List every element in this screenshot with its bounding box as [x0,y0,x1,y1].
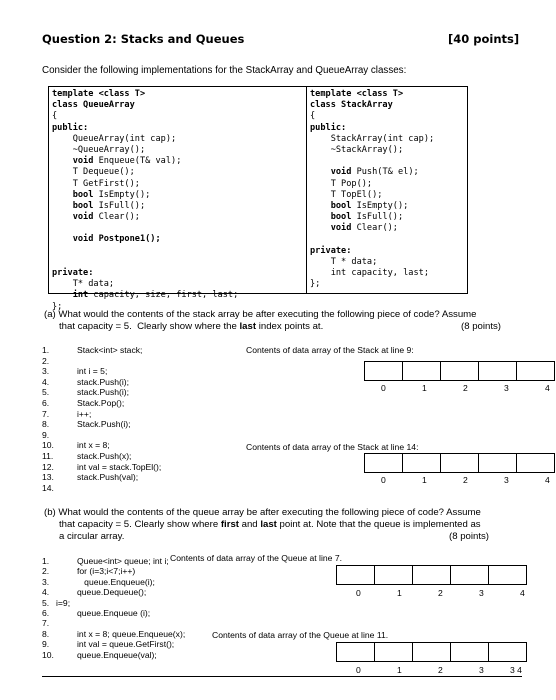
stack-array-line9 [364,361,554,381]
question-points: [40 points] [448,32,520,46]
line-number: 5. [42,387,50,398]
line-number: 9. [42,639,50,650]
code-line: bool IsEmpty(); [72,189,151,200]
array-cell [478,453,517,473]
line-number: 5. [42,597,50,608]
line-number: 1. [42,345,50,355]
code-line: class StackArray [310,100,393,111]
array-cell [374,565,413,585]
line-number: 3. [42,576,50,587]
array-index-label: 3 [479,588,484,598]
array-cell [440,361,479,381]
array-index-label: 4 [545,475,550,485]
part-b-line2: that capacity = 5. Clearly show where first and last point at. Note that the queue is implemented as [59,519,481,530]
code-line: T Dequeue(); [52,167,135,178]
array-cell [374,642,413,662]
listing-code-line: stack.Push(i); [77,387,130,398]
line-number: 10. [42,440,54,451]
line-number: 7. [42,408,50,419]
array-index-label: 3 [504,383,509,393]
code-line: T* data; [52,279,115,290]
array-index-label: 0 [356,665,361,675]
listing-code-line: for (i=3;i<7;i++) [77,566,136,577]
array-index-label: 1 [397,665,402,675]
code-line [52,246,238,257]
part-b-points: (8 points) [449,531,489,542]
code-line: public: [310,122,347,133]
array-index-label: 4 [545,383,550,393]
listing-code-line: int x = 8; queue.Enqueue(x); [77,628,186,639]
line-number: 14. [42,482,54,493]
queue-array-class-code [52,89,238,313]
stack-array-line14 [364,453,554,473]
listing-code-line: stack.Push(val); [77,472,139,483]
array-cell [488,565,527,585]
array-cell [364,361,403,381]
listing-code-line: int val = stack.TopEl(); [77,461,162,472]
code-line [310,234,434,245]
part-a-points: (8 points) [461,321,501,332]
code-line: void Enqueue(T& val); [72,156,182,167]
code-line: T Pop(); [310,178,373,189]
code-line [52,223,238,234]
code-line: bool IsFull(); [72,200,146,211]
queue-array-line7 [336,565,526,585]
array-index-label: 1 [422,383,427,393]
code-line: void Clear(); [72,212,140,223]
code-line: { [310,111,316,122]
array-index-label: 0 [381,475,386,485]
listing-code-line: int val = queue.GetFirst(); [77,639,175,650]
array-index-label: 0 [356,588,361,598]
array-index-label: 3 [479,665,484,675]
array-index-label: 3 [504,475,509,485]
line-number: 12. [42,461,54,472]
listing-code-line: Stack<int> stack; [77,345,143,355]
line-number: 8. [42,419,50,430]
listing-code-line: Queue<int> queue; int i; [77,556,169,566]
line-number: 8. [42,628,50,639]
line-number: 4. [42,587,50,598]
line-number: 9. [42,429,50,440]
queue-array-line11 [336,642,526,662]
intro-text: Consider the following implementations for the StackArray and QueueArray classes: [42,65,407,76]
array-cell [440,453,479,473]
array-cell [402,453,441,473]
line-number: 6. [42,608,50,618]
array-index-label: 2 [438,665,443,675]
code-line: { [52,111,58,122]
code-line: }; [52,301,63,312]
line-number: 11. [42,451,54,461]
listing-code-line: stack.Push(x); [77,451,132,461]
array-index-label: 1 [397,588,402,598]
part-a-line1: (a) What would the contents of the stack array be after executing the following piece of code? Assume [44,309,477,320]
array-index-label: 2 [463,383,468,393]
array-cell [478,361,517,381]
code-line: private: [52,268,94,278]
code-line: bool IsFull(); [330,212,404,223]
code-line [310,156,434,167]
listing-code-line: queue.Enqueue(i); [77,576,155,587]
code-line: QueueArray(int cap); [52,133,177,144]
code-line: T GetFirst(); [52,178,140,189]
part-a-line2: that capacity = 5. Clearly show where the last index points at. [59,321,324,332]
bottom-rule [42,676,522,677]
part-b-line3: a circular array. [59,531,125,542]
array-cell [516,361,555,381]
code-line: StackArray(int cap); [310,133,435,144]
code-line: void Clear(); [330,223,398,234]
listing-code-line: int x = 8; [77,440,110,451]
line-number: 1. [42,556,50,566]
code-line: T * data; [310,256,378,267]
array-cell [488,642,527,662]
listing-code-line: stack.Push(i); [77,376,130,387]
array-cell [516,453,555,473]
array-cell [412,565,451,585]
array-cell [450,642,489,662]
part-b-label-line11: Contents of data array of the Queue at line 11. [212,630,389,640]
listing-code-line: Stack.Push(i); [77,419,131,430]
code-line: private: [310,245,352,256]
code-line: bool IsEmpty(); [330,200,409,211]
code-line: int capacity, size, first, last; [72,290,239,301]
part-b-line1: (b) What would the contents of the queue array be after executing the following piece of code? Assume [44,507,481,518]
part-a-label-line9: Contents of data array of the Stack at line 9: [246,345,414,355]
array-cell [364,453,403,473]
part-a-label-line14: Contents of data array of the Stack at line 14: [246,442,419,452]
code-line [52,257,238,268]
array-cell [450,565,489,585]
array-cell [336,565,375,585]
code-line: void Push(T& el); [330,167,419,178]
array-index-label: 1 [422,475,427,485]
array-cell [412,642,451,662]
code-line: void Postpone1(); [52,234,161,245]
code-line: template <class T> [310,89,404,99]
line-number: 4. [42,376,50,387]
array-index-label: 3 4 [510,665,522,675]
code-line: ~StackArray(); [310,144,404,155]
code-line: }; [310,279,321,290]
listing-code-line: queue.Dequeue(); [77,587,147,598]
line-number: 7. [42,618,50,629]
listing-code-line: i=9; [56,597,71,608]
line-number: 6. [42,398,50,408]
listing-code-line: Stack.Pop(); [77,398,125,408]
code-divider [306,86,307,294]
listing-code-line: queue.Enqueue(val); [77,649,157,660]
listing-code-line: queue.Enqueue (i); [77,608,151,618]
line-number: 3. [42,366,50,377]
line-number: 2. [42,355,50,366]
code-line: public: [52,122,89,133]
question-title: Question 2: Stacks and Queues [42,32,245,46]
array-cell [402,361,441,381]
array-index-label: 2 [463,475,468,485]
line-number: 2. [42,566,50,577]
array-index-label: 2 [438,588,443,598]
array-index-label: 0 [381,383,386,393]
code-line: template <class T> [52,89,146,99]
code-line: class QueueArray [52,100,135,111]
code-line: T TopEl(); [310,189,383,200]
line-number: 13. [42,472,54,483]
stack-array-class-code [310,89,434,290]
code-line: int capacity, last; [310,268,429,278]
code-line: ~QueueArray(); [52,144,146,155]
listing-code-line: i++; [77,408,92,419]
part-b-label-line7: Contents of data array of the Queue at line 7. [170,553,342,563]
line-number: 10. [42,649,54,660]
listing-code-line: int i = 5; [77,366,108,377]
array-cell [336,642,375,662]
array-index-label: 4 [520,588,525,598]
